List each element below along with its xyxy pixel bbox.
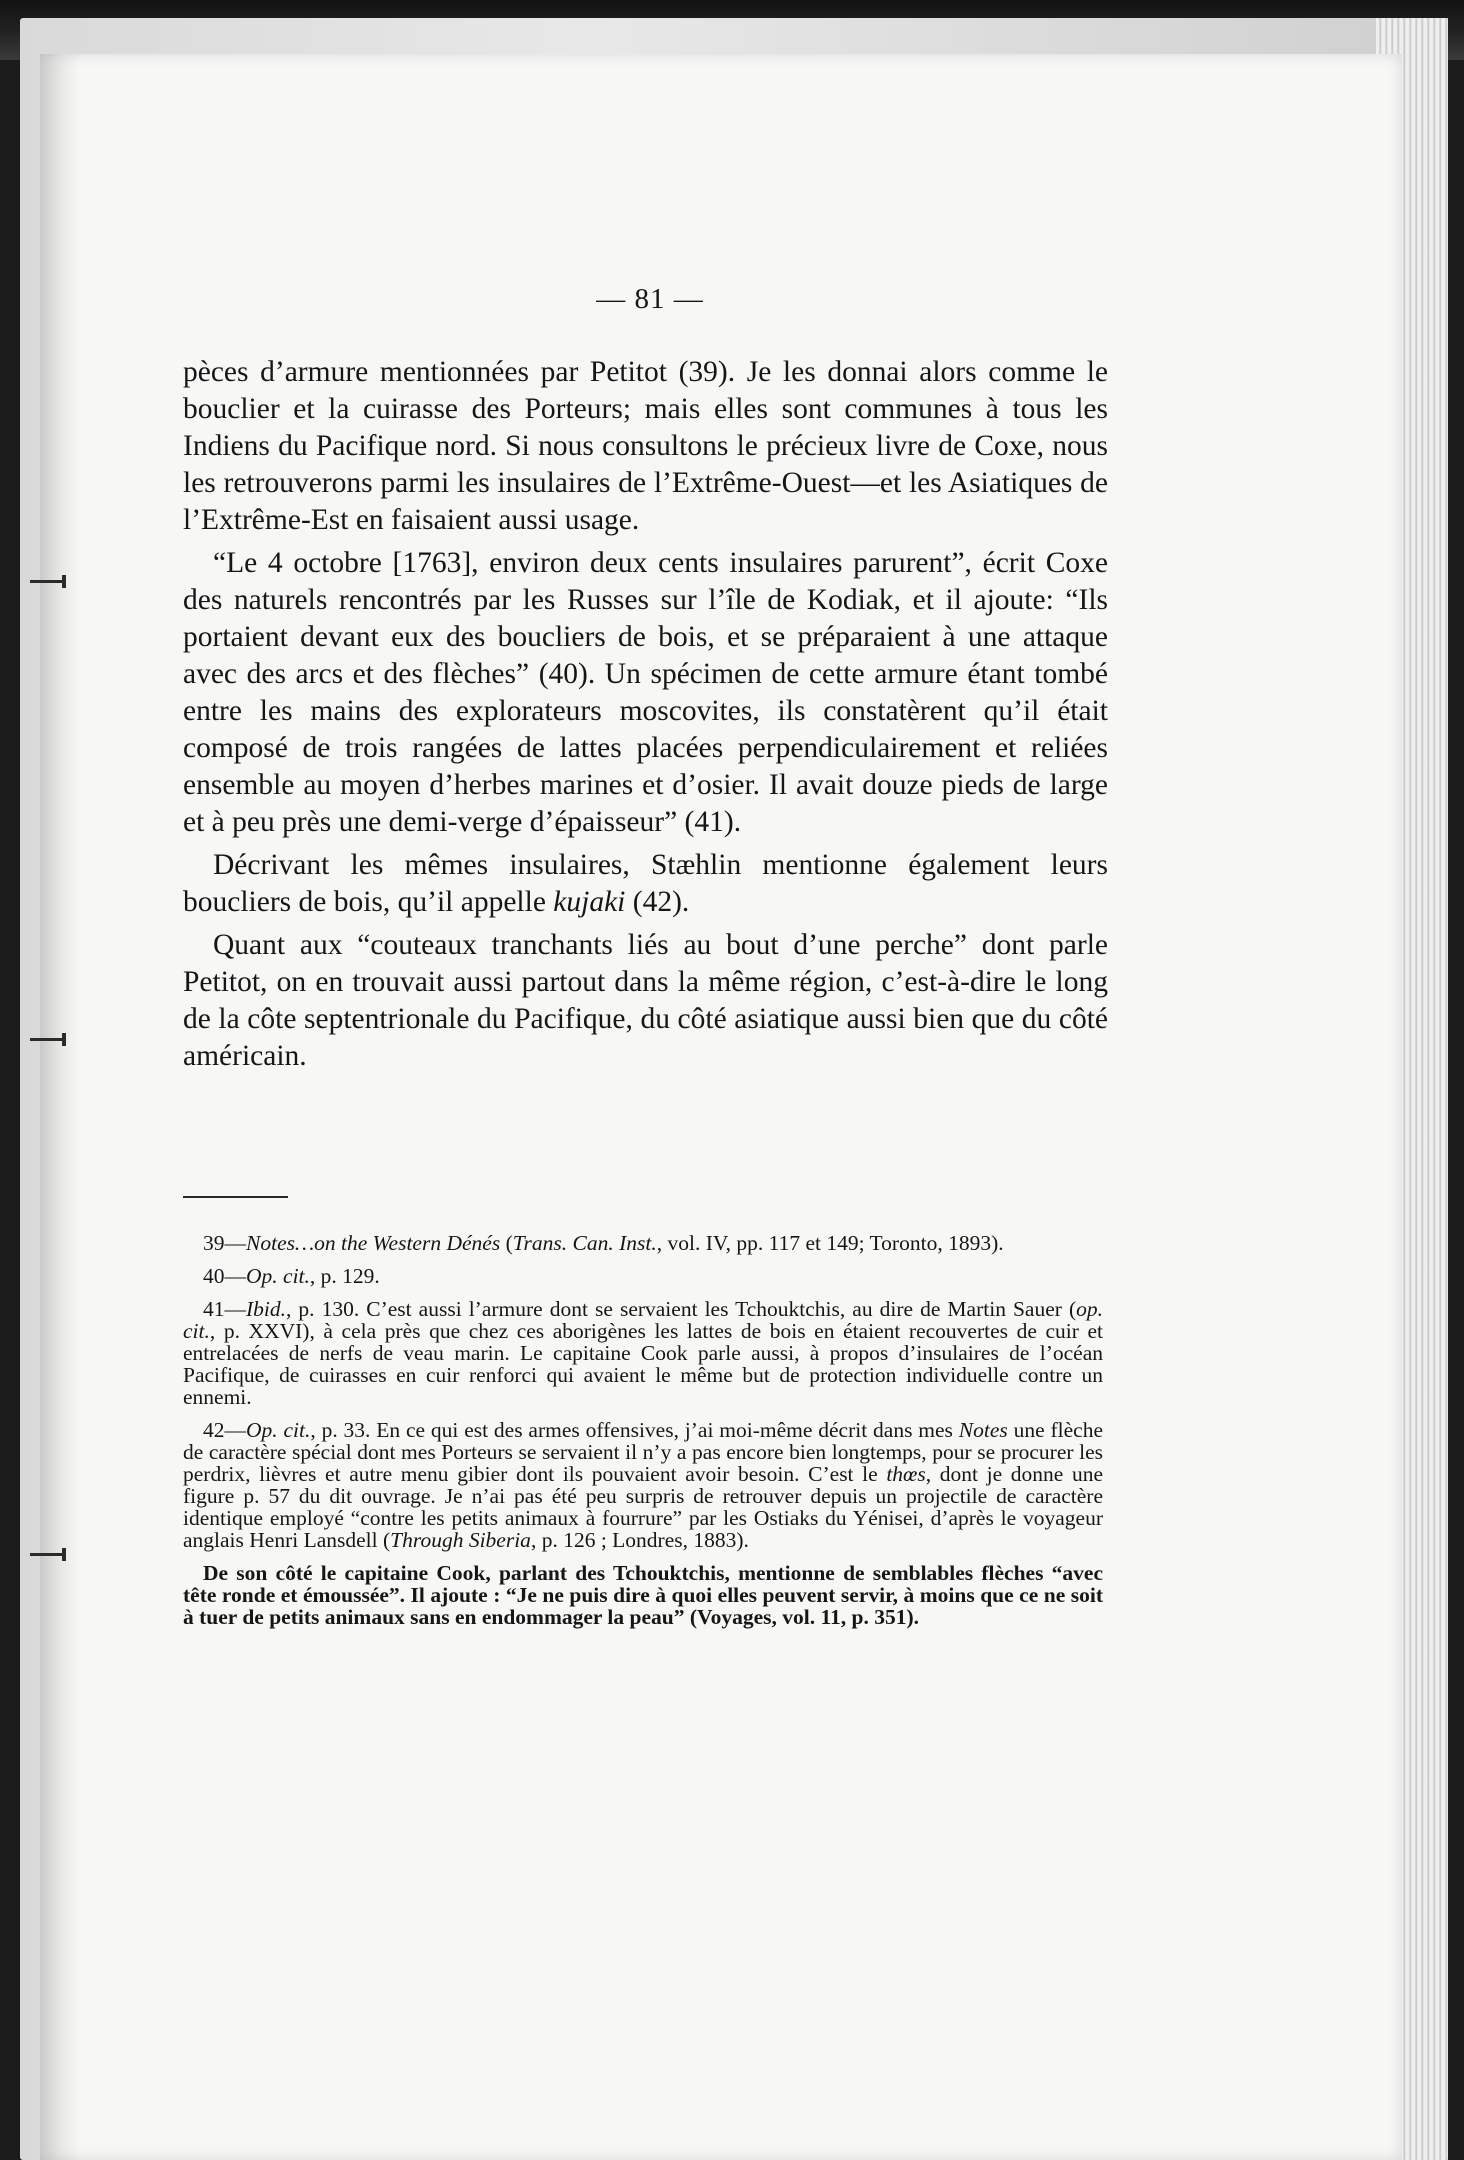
body-text bbox=[183, 354, 1108, 1081]
footnote: De son côté le capitaine Cook, parlant des Tchouktchis, mentionne de semblables flèches “avec tête ronde et émoussée”. Il ajoute : “Je ne puis dire à quoi elles peuvent servir, à moins que ce ne soit à tuer de petits animaux sans en endommager la peau” (Voyages, vol. 11, p. 351). bbox=[183, 1561, 1103, 1629]
footnote: 42—Op. cit., p. 33. En ce qui est des armes offensives, j’ai moi-même décrit dans mes Notes une flèche de caractère spécial dont mes Porteurs se servaient il n’y a pas encore bien longtemps, pour se procurer les perdrix, lièvres et autre menu gibier dont ils pouvaient avoir besoin. C’est le thœs, dont je donne une figure p. 57 du dit ouvrage. Je n’ai pas été peu surpris de retrouver depuis un projectile de caractère identique employé “contre les petits animaux à fourrure” par les Ostiaks du Yénisei, d’après le voyageur anglais Henri Lansdell (Through Siberia, p. 126 ; Londres, 1883). bbox=[183, 1418, 1104, 1552]
footnote-separator bbox=[183, 1196, 288, 1198]
margin-tab-mark bbox=[30, 1553, 64, 1556]
page-number: — 81 — bbox=[596, 283, 704, 315]
footnote: 39—Notes…on the Western Dénés (Trans. Can. Inst., vol. IV, pp. 117 et 149; Toronto, 1893). bbox=[203, 1231, 1004, 1255]
footnotes bbox=[183, 1232, 1103, 1639]
margin-tab-mark bbox=[30, 580, 64, 583]
paragraph: pèces d’armure mentionnées par Petitot (39). Je les donnai alors comme le bouclier et la cuirasse des Porteurs; mais elles sont communes à tous les Indiens du Pacifique nord. Si nous consultons le précieux livre de Coxe, nous les retrouverons parmi les insulaires de l’Extrême-Ouest—et les Asiatiques de l’Extrême-Est en faisaient aussi usage. bbox=[183, 356, 1108, 536]
margin-tab-mark bbox=[30, 1038, 64, 1041]
paragraph: Quant aux “couteaux tranchants liés au bout d’une perche” dont parle Petitot, on en trouvait aussi partout dans la même région, c’est-à-dire le long de la côte septentrionale du Pacifique, du côté asiatique aussi bien que du côté américain. bbox=[183, 929, 1108, 1072]
footnote: 40—Op. cit., p. 129. bbox=[203, 1264, 380, 1288]
paragraph: Décrivant les mêmes insulaires, Stæhlin mentionne également leurs boucliers de bois, qu’il appelle kujaki (42). bbox=[183, 849, 1108, 918]
footnote: 41—Ibid., p. 130. C’est aussi l’armure dont se servaient les Tchouktchis, au dire de Martin Sauer (op. cit., p. XXVI), à cela près que chez ces aborigènes les lattes de bois en étaient recouvertes de cuir et entrelacées de nerfs de veau marin. Le capitaine Cook parle aussi, à propos d’insulaires de l’océan Pacifique, de cuirasses en cuir renforci qui avaient le même but de protection individuelle contre un ennemi. bbox=[183, 1297, 1103, 1409]
paragraph: “Le 4 octobre [1763], environ deux cents insulaires parurent”, écrit Coxe des naturels rencontrés par les Russes sur l’île de Kodiak, et il ajoute: “Ils portaient devant eux des boucliers de bois, et se préparaient à une attaque avec des arcs et des flèches” (40). Un spécimen de cette armure étant tombé entre les mains des explorateurs moscovites, ils constatèrent qu’il était composé de trois rangées de lattes placées perpendiculairement et reliées ensemble au moyen d’herbes marines et d’osier. Il avait douze pieds de large et à peu près une demi-verge d’épaisseur” (41). bbox=[183, 547, 1108, 838]
spine-shadow bbox=[40, 54, 80, 2160]
